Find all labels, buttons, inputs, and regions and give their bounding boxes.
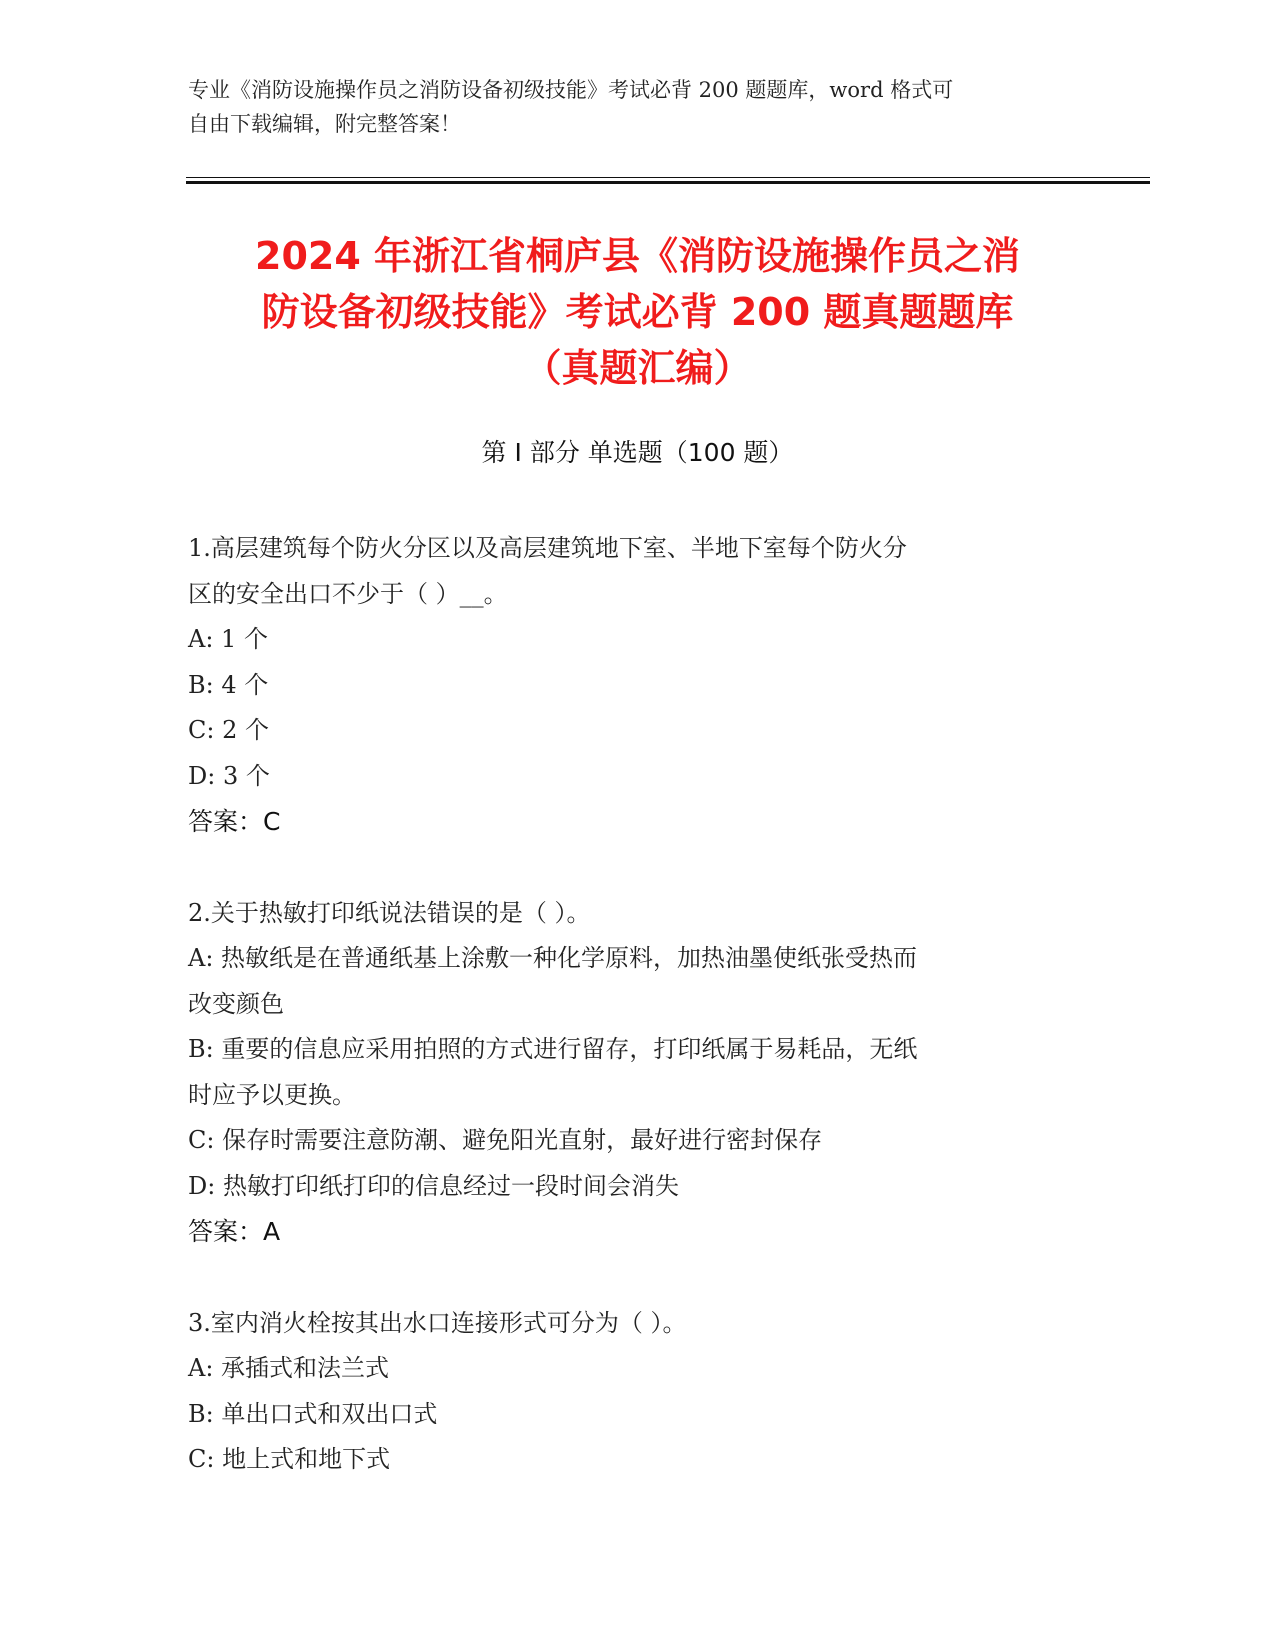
option-c: C: 2 个 <box>188 716 269 744</box>
option-a-continued: 改变颜色 <box>188 989 284 1018</box>
option-b: B: 单出口式和双出口式 <box>188 1399 438 1428</box>
question-stem-line: 3.室内消火栓按其出水口连接形式可分为（ ）。 <box>188 1308 687 1337</box>
option-d: D: 热敏打印纸打印的信息经过一段时间会消失 <box>188 1171 679 1200</box>
option-d: D: 3 个 <box>188 761 270 790</box>
option-a: A: 承插式和法兰式 <box>188 1354 390 1382</box>
option-a: A: 1 个 <box>188 625 268 653</box>
title-line-3: （真题汇编） <box>523 346 752 390</box>
header-rule-thick <box>186 181 1150 184</box>
spacer <box>188 1255 1068 1301</box>
title-line-2: 防设备初级技能》考试必背 200 题真题题库 <box>261 290 1014 334</box>
option-c: C: 地上式和地下式 <box>188 1445 391 1473</box>
question-3 <box>188 1301 1068 1483</box>
title-line-1: 2024 年浙江省桐庐县《消防设施操作员之消 <box>255 234 1020 278</box>
header-note-line-1: 专业《消防设施操作员之消防设备初级技能》考试必背 200 题题库，word 格式可 <box>188 78 954 102</box>
option-c: C: 保存时需要注意防潮、避免阳光直射，最好进行密封保存 <box>188 1126 823 1154</box>
option-b: B: 重要的信息应采用拍照的方式进行留存，打印纸属于易耗品，无纸 <box>188 1035 918 1063</box>
answer-label: 答案：C <box>188 807 281 836</box>
document-title <box>160 228 1115 396</box>
spacer <box>188 845 1068 891</box>
option-b: B: 4 个 <box>188 670 269 699</box>
question-list <box>188 526 1068 1483</box>
option-b-continued: 时应予以更换。 <box>188 1080 356 1109</box>
question-stem-line: 2.关于热敏打印纸说法错误的是（ ）。 <box>188 898 591 927</box>
question-2 <box>188 891 1068 1255</box>
question-stem-line: 1.高层建筑每个防火分区以及高层建筑地下室、半地下室每个防火分 <box>188 534 907 562</box>
header-rule-thin <box>186 177 1150 178</box>
question-stem-line: 区的安全出口不少于（ ）__。 <box>188 579 508 608</box>
question-1 <box>188 526 1068 845</box>
header-note-line-2: 自由下载编辑，附完整答案！ <box>188 112 461 136</box>
option-a: A: 热敏纸是在普通纸基上涂敷一种化学原料，加热油墨使纸张受热而 <box>188 944 918 972</box>
header-note <box>188 73 1068 141</box>
answer-label: 答案：A <box>188 1217 281 1246</box>
section-heading: 第 I 部分 单选题（100 题） <box>481 438 794 467</box>
